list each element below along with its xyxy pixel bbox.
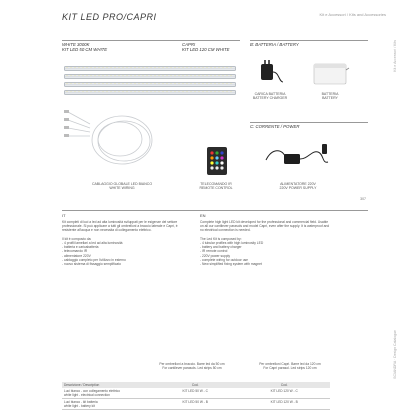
capri-kit-heading-line2: KIT LED 120 CM WHITE [182, 47, 230, 52]
column-description: Descrizione / Description [62, 382, 152, 388]
lang-label-it: IT [62, 213, 66, 218]
page-number: 307 [360, 197, 366, 201]
led-dots [66, 67, 232, 68]
battery-charger-illustration [255, 58, 285, 86]
led-dots [66, 91, 232, 92]
power-heading: C: CORRENTE / POWER [250, 124, 300, 129]
power-supply-caption: ALIMENTATORE 220V 220V POWER SUPPLY [279, 182, 317, 191]
power-supply-illustration [262, 138, 332, 178]
side-label: Kit e Accessori / Kits [393, 40, 397, 72]
capri-kit-heading-line1: CAPRI [182, 42, 196, 47]
led-dots [66, 75, 232, 76]
remote-control-illustration [205, 145, 229, 177]
divider-top-left [62, 40, 240, 41]
capri-kit-heading [182, 42, 230, 52]
side-label-bottom: SCIANDRA · Design Catalogue [393, 330, 397, 379]
table-row [62, 388, 330, 399]
description-it: Kit completi di luci a led ad alta luminosità sviluppati per le esigenze del settore professionale. Si può applicare a tutti gli ombrelloni a braccio laterale e Capri, è resistente all'acqua e non necessita di collegamento elettrico. Il kit è composto da: - 4 profili lamellari a led ad alta luminosità - batteria e caricabatteria - telecomando IR - alimentatore 220V - cablaggio completo per l'utilizzo in esterno - nuovo sistema di fissaggio semplificato [62, 220, 178, 267]
price-head-cantilever: Per ombrelloni a braccio. Barre led da 50 cm For cantilever parasols. Led strips 50 cm [159, 362, 225, 370]
description-en: Complete high light LED kit developed for the professional and commercial field. Usable on all our cantilever parasols and model Capri, even after the supply. It is waterproof and no electrical connection is needed. The Led Kit is composed by: - 4 tubular profiles with high luminosity LED - battery and battery charger - IR remote control - 220V power supply - complete wiring for outdoor use - New simplified fixing system with magnet [200, 220, 330, 267]
row-code-50: KIT LED 50 W - B [152, 399, 238, 410]
battery-caption: BATTERIA BATTERY [321, 92, 339, 101]
white-kit-heading [62, 42, 107, 52]
divider-top-right [250, 40, 368, 41]
table-row [62, 399, 330, 410]
led-dots [66, 83, 232, 84]
row-code-120: KIT LED 120 W - C [238, 388, 330, 399]
wiring-cable-illustration [62, 100, 182, 180]
battery-heading: B: BATTERIA / BATTERY [250, 42, 299, 47]
lang-label-en: EN [200, 213, 206, 218]
remote-caption: TELECOMANDO IR REMOTE CONTROL [199, 182, 233, 191]
price-head-capri: Per ombrelloni Capri. Barre led da 120 cm For Capri parasol. Led strips 120 cm [259, 362, 321, 370]
row-code-120: KIT LED 120 W - B [238, 399, 330, 410]
divider-text [62, 210, 368, 211]
white-kit-heading-line1: WHITE 3000K [62, 42, 90, 47]
white-kit-heading-line2: KIT LED 50 CM WHITE [62, 47, 108, 52]
row-code-50: KIT LED 50 W - C [152, 388, 238, 399]
divider-power [250, 122, 368, 123]
row-description: Luci bianco - con collegamento elettrico white light - electrical connection [62, 388, 152, 399]
cable-caption: CABLAGGIO GLOBALE LED BIANCO WHITE WIRING [91, 182, 153, 191]
page-title: KIT LED PRO/CAPRI [62, 12, 157, 22]
row-description: Luci bianco - kit batteria white light - battery kit [62, 399, 152, 410]
column-code-50: Cod. [152, 382, 238, 388]
product-table [62, 382, 330, 410]
battery-illustration [310, 58, 350, 88]
charger-caption: CARICA BATTERIA BATTERY CHARGER [252, 92, 288, 101]
column-code-120: Cod. [238, 382, 330, 388]
header-category: Kit e Accessori / Kits and Accessories [319, 12, 386, 17]
